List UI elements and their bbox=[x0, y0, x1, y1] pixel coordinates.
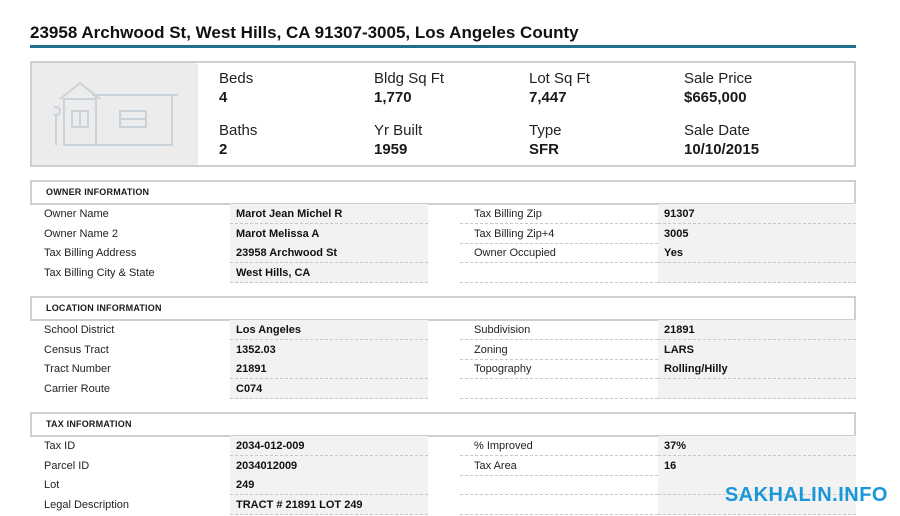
house-icon bbox=[54, 77, 178, 149]
field-value: 37% bbox=[658, 436, 856, 456]
stat-sale-date bbox=[684, 122, 759, 159]
field-label bbox=[460, 495, 658, 515]
field-value: West Hills, CA bbox=[230, 263, 428, 283]
section-header-tax: TAX INFORMATION bbox=[30, 412, 856, 437]
field-value: C074 bbox=[230, 379, 428, 399]
field-value: 91307 bbox=[658, 204, 856, 224]
field-label: Owner Occupied bbox=[460, 243, 658, 263]
field-label bbox=[460, 379, 658, 399]
field-value: TRACT # 21891 LOT 249 bbox=[230, 495, 428, 515]
field-label: % Improved bbox=[460, 436, 658, 456]
field-value: 1352.03 bbox=[230, 340, 428, 360]
property-address: 23958 Archwood St, West Hills, CA 91307-3005, Los Angeles County bbox=[30, 22, 856, 48]
field-value: 21891 bbox=[658, 320, 856, 340]
field-label bbox=[460, 475, 658, 495]
field-value: 2034012009 bbox=[230, 456, 428, 476]
field-value: 249 bbox=[230, 475, 428, 495]
stat-value: 1959 bbox=[374, 141, 408, 158]
property-thumbnail bbox=[32, 63, 198, 165]
field-label: Tax Billing Zip+4 bbox=[460, 224, 658, 244]
section-header-location: LOCATION INFORMATION bbox=[30, 296, 856, 321]
stat-label: Bldg Sq Ft bbox=[374, 70, 445, 87]
field-value bbox=[658, 379, 856, 399]
watermark: SAKHALIN.INFO bbox=[724, 484, 888, 506]
field-value: Yes bbox=[658, 243, 856, 263]
field-value: 3005 bbox=[658, 224, 856, 244]
field-label: Topography bbox=[460, 359, 658, 379]
field-value: Marot Jean Michel R bbox=[230, 204, 428, 224]
stat-value: 7,447 bbox=[529, 89, 567, 106]
field-value: 23958 Archwood St bbox=[230, 243, 428, 263]
field-value bbox=[658, 263, 856, 283]
field-value: LARS bbox=[658, 340, 856, 360]
stat-value: 10/10/2015 bbox=[684, 141, 760, 158]
field-label: School District bbox=[44, 324, 115, 336]
stat-beds bbox=[219, 70, 253, 107]
field-label: Tax Billing City & State bbox=[44, 266, 155, 279]
stat-label: Sale Date bbox=[684, 122, 750, 139]
section-header-owner: OWNER INFORMATION bbox=[30, 180, 856, 205]
field-label: Lot bbox=[44, 479, 60, 491]
field-label: Legal Description bbox=[44, 498, 129, 511]
field-value: 2034-012-009 bbox=[230, 436, 428, 456]
field-label: Tract Number bbox=[44, 363, 111, 375]
field-label: Owner Name bbox=[44, 208, 109, 220]
field-label: Tax Billing Zip bbox=[460, 204, 658, 224]
property-summary bbox=[30, 61, 856, 167]
stat-value: 2 bbox=[219, 141, 228, 158]
stat-year-built bbox=[374, 122, 422, 159]
stat-label: Baths bbox=[219, 122, 258, 139]
field-value: Marot Melissa A bbox=[230, 224, 428, 244]
field-label bbox=[460, 263, 658, 283]
stat-label: Lot Sq Ft bbox=[529, 70, 590, 87]
stat-baths bbox=[219, 122, 257, 159]
field-label: Census Tract bbox=[44, 343, 109, 356]
stat-label: Type bbox=[529, 122, 562, 139]
stat-value: 1,770 bbox=[374, 89, 412, 106]
stat-value: $665,000 bbox=[684, 89, 747, 106]
field-label: Tax ID bbox=[44, 440, 76, 452]
field-value: Los Angeles bbox=[230, 320, 428, 340]
field-label: Tax Billing Address bbox=[44, 247, 137, 259]
stat-label: Sale Price bbox=[684, 70, 753, 87]
stat-label: Yr Built bbox=[374, 122, 423, 139]
field-label: Parcel ID bbox=[44, 459, 90, 472]
stat-label: Beds bbox=[219, 70, 254, 87]
field-label: Tax Area bbox=[460, 456, 658, 476]
stat-sale-price bbox=[684, 70, 752, 107]
stat-lot-sqft bbox=[529, 70, 590, 107]
stat-bldg-sqft bbox=[374, 70, 444, 107]
field-label: Zoning bbox=[460, 340, 658, 360]
stat-value: SFR bbox=[529, 141, 559, 158]
stat-value: 4 bbox=[219, 89, 228, 106]
field-value: 16 bbox=[658, 456, 856, 476]
stat-type bbox=[529, 122, 562, 159]
field-label: Owner Name 2 bbox=[44, 227, 118, 240]
field-value: 21891 bbox=[230, 359, 428, 379]
field-value: Rolling/Hilly bbox=[658, 359, 856, 379]
field-label: Carrier Route bbox=[44, 382, 111, 395]
field-label: Subdivision bbox=[460, 320, 658, 340]
